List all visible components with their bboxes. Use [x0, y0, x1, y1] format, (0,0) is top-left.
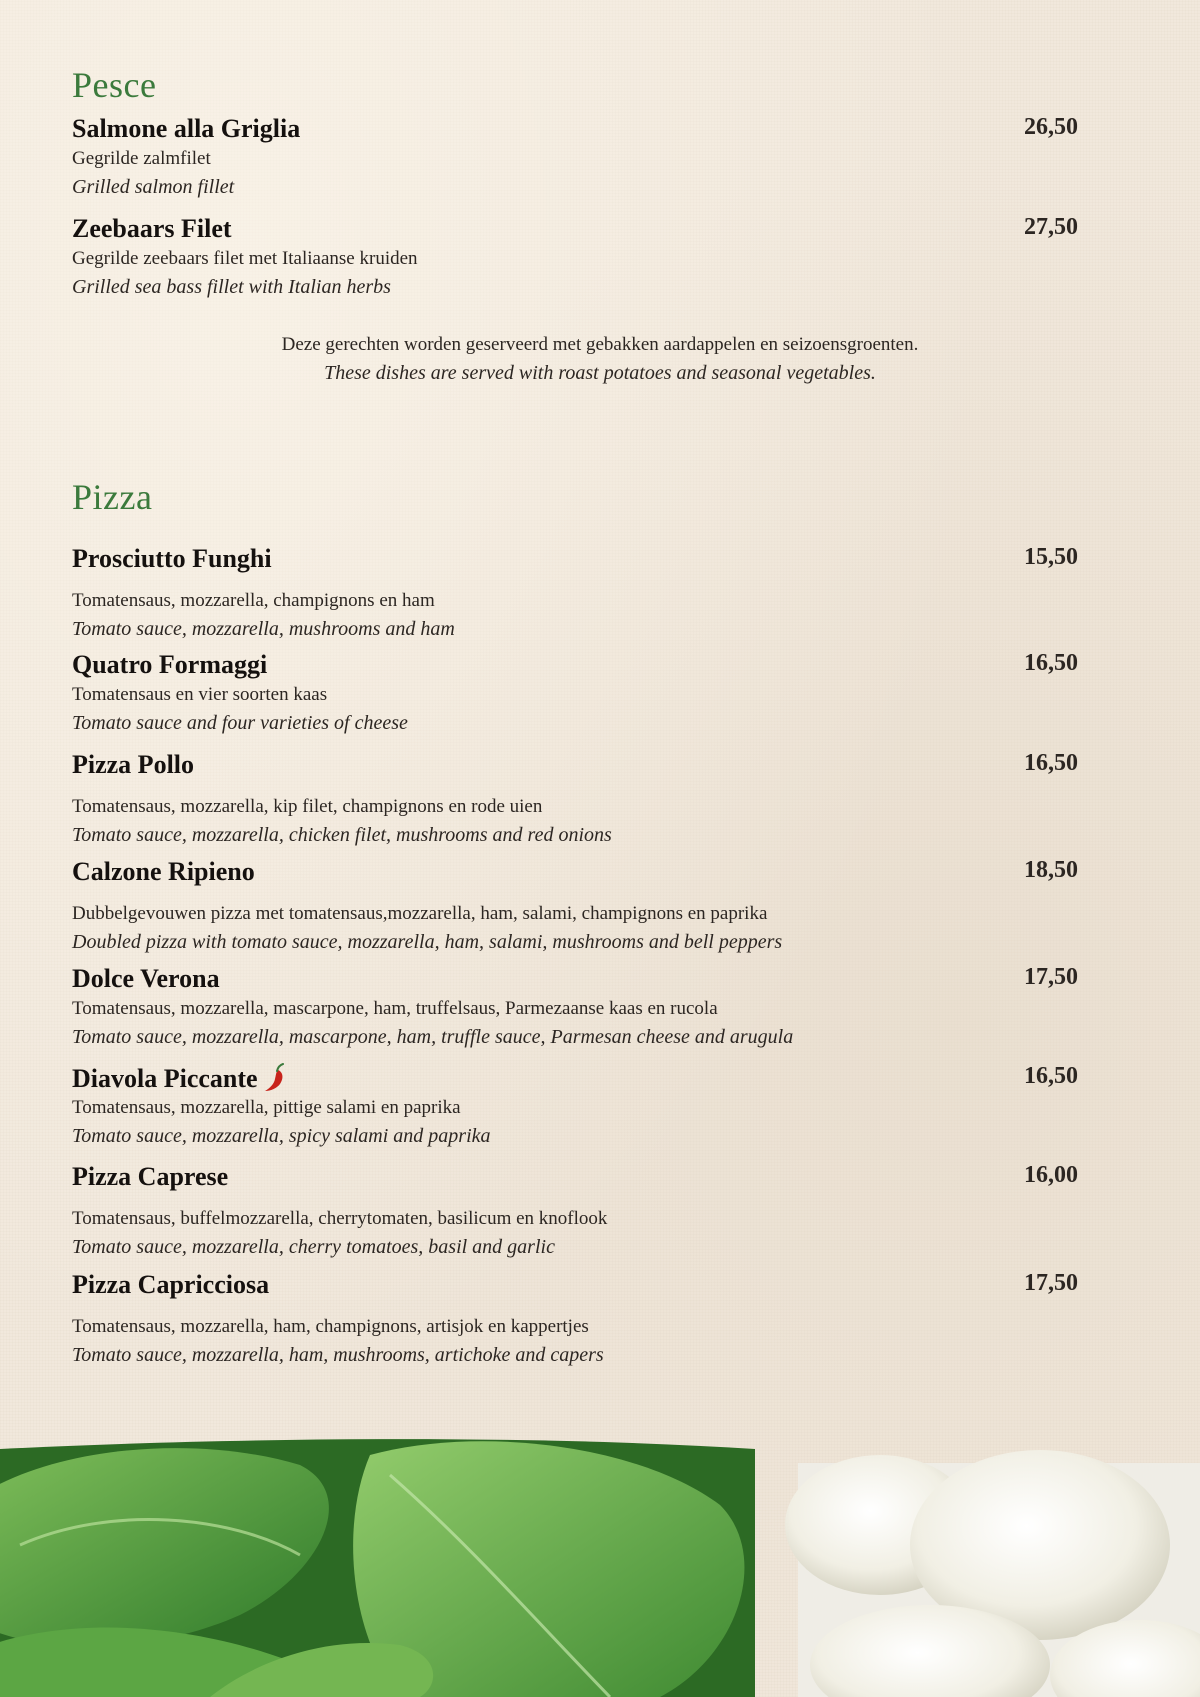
menu-item [72, 544, 1078, 644]
item-name: Dolce Verona [72, 964, 220, 993]
item-description-nl: Gegrilde zalmfilet [72, 148, 211, 169]
item-description-nl: Tomatensaus en vier soorten kaas [72, 684, 328, 705]
menu-item [72, 1162, 1078, 1262]
item-price: 26,50 [1024, 114, 1078, 140]
item-description-nl: Tomatensaus, mozzarella, mascarpone, ham, truffelsaus, Parmezaanse kaas en rucola [72, 998, 718, 1019]
item-price: 15,50 [1024, 544, 1078, 570]
item-name: Pizza Pollo [72, 750, 195, 779]
item-name: Zeebaars Filet [72, 214, 232, 243]
item-description-en: Tomato sauce and four varieties of cheese [72, 712, 408, 734]
item-name: Prosciutto Funghi [72, 544, 272, 573]
item-price: 16,50 [1024, 750, 1078, 776]
item-name: Quatro Formaggi [72, 650, 268, 679]
section-title-pesce: Pesce [72, 65, 157, 105]
menu-item [72, 650, 1078, 738]
item-description-nl: Gegrilde zeebaars filet met Italiaanse kruiden [72, 248, 418, 269]
item-description-en: Grilled salmon fillet [72, 176, 235, 198]
section-title-pizza: Pizza [72, 477, 153, 517]
serving-note-nl: Deze gerechten worden geserveerd met gebakken aardappelen en seizoensgroenten. [281, 334, 919, 355]
item-name: Pizza Capricciosa [72, 1270, 270, 1299]
item-description-en: Tomato sauce, mozzarella, cherry tomatoes, basil and garlic [72, 1236, 555, 1258]
menu-item [72, 1270, 1078, 1370]
item-description-nl: Tomatensaus, mozzarella, champignons en ham [72, 590, 435, 611]
item-price: 16,00 [1024, 1162, 1078, 1188]
item-price: 17,50 [1024, 1270, 1078, 1296]
item-description-en: Tomato sauce, mozzarella, mascarpone, ham, truffle sauce, Parmesan cheese and arugula [72, 1026, 794, 1048]
item-name [72, 1063, 288, 1094]
item-description-en: Grilled sea bass fillet with Italian herbs [72, 276, 391, 298]
item-description-nl: Tomatensaus, mozzarella, ham, champignons, artisjok en kappertjes [72, 1316, 589, 1337]
item-description-en: Tomato sauce, mozzarella, spicy salami and paprika [72, 1125, 491, 1147]
item-price: 18,50 [1024, 857, 1078, 883]
item-name: Pizza Caprese [72, 1162, 229, 1191]
menu-item [72, 1063, 1078, 1151]
item-description-en: Tomato sauce, mozzarella, chicken filet, mushrooms and red onions [72, 824, 612, 846]
item-description-nl: Tomatensaus, mozzarella, kip filet, champignons en rode uien [72, 796, 543, 817]
item-price: 17,50 [1024, 964, 1078, 990]
chili-pepper-icon [262, 1063, 288, 1093]
item-name: Calzone Ripieno [72, 857, 255, 886]
item-price: 16,50 [1024, 650, 1078, 676]
item-description-en: Tomato sauce, mozzarella, ham, mushrooms, artichoke and capers [72, 1344, 604, 1366]
item-price: 27,50 [1024, 214, 1078, 240]
serving-note-en: These dishes are served with roast potatoes and seasonal vegetables. [324, 362, 876, 384]
item-description-nl: Tomatensaus, mozzarella, pittige salami en paprika [72, 1097, 461, 1118]
item-description-nl: Tomatensaus, buffelmozzarella, cherrytomaten, basilicum en knoflook [72, 1208, 608, 1229]
item-name-text: Diavola Piccante [72, 1064, 258, 1093]
item-description-nl: Dubbelgevouwen pizza met tomatensaus,mozzarella, ham, salami, champignons en paprika [72, 903, 768, 924]
item-description-en: Doubled pizza with tomato sauce, mozzarella, ham, salami, mushrooms and bell peppers [72, 931, 783, 953]
item-name: Salmone alla Griglia [72, 114, 301, 143]
serving-note [0, 330, 1200, 388]
menu-item [72, 214, 1078, 302]
menu-item [72, 114, 1078, 202]
item-description-en: Tomato sauce, mozzarella, mushrooms and ham [72, 618, 455, 640]
menu-item [72, 750, 1078, 850]
menu-item [72, 857, 1078, 957]
item-price: 16,50 [1024, 1063, 1078, 1089]
basil-mozzarella-photo [0, 1435, 1200, 1697]
menu-item [72, 964, 1078, 1052]
